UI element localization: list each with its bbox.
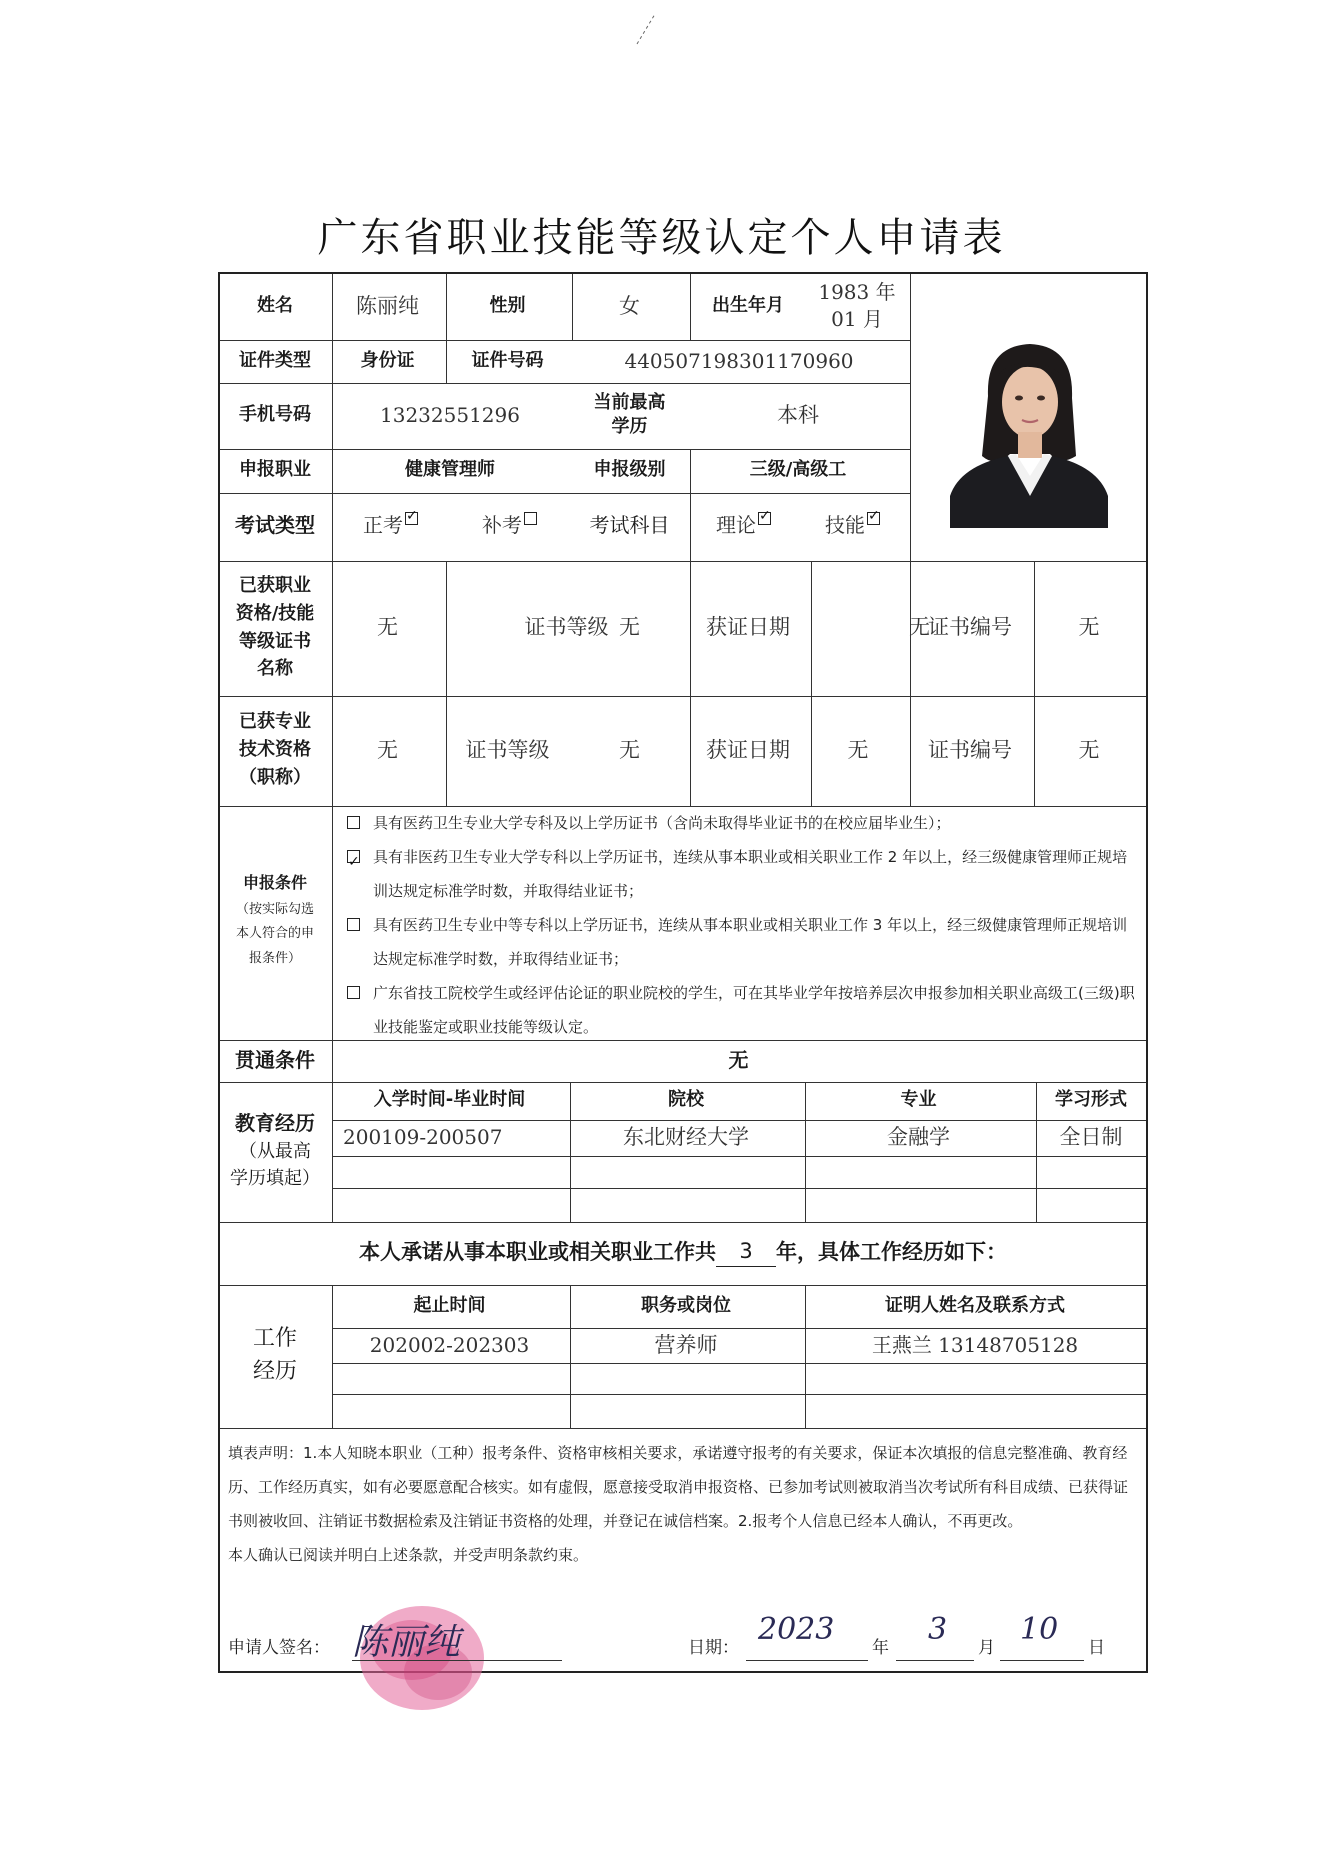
vocational-cert-label-line: 名称 xyxy=(257,658,293,680)
declaration-text: 填表声明：1.本人知晓本职业（工种）报考条件、资格审核相关要求，承诺遵守报考的有关要求，保证本次填报的信息完整准确、教育经历、工作经历真实，如有必要愿意配合核实。如有虚假，愿意接受取消申报资格、已参加考试则被取消当次考试所有科目成绩、已获得证书则被收回、注销证书数据检索及注销证书资格的处理，并登记在诚信档案。2.报考个人信息已经本人确认，不再更改。 xyxy=(228,1444,1129,1530)
declaration-confirm: 本人确认已阅读并明白上述条款，并受声明条款约束。 xyxy=(228,1546,589,1564)
condition-item xyxy=(345,976,1135,1044)
exam-skill-checkbox[interactable] xyxy=(867,512,880,525)
birth-month: 01 月 xyxy=(831,307,883,331)
exam-theory-checkbox[interactable] xyxy=(758,512,771,525)
education-label-line: 教育经历 xyxy=(235,1111,315,1135)
document-title: 广东省职业技能等级认定个人申请表 xyxy=(317,215,1006,261)
name-label: 姓名 xyxy=(257,294,293,316)
signature-label: 申请人签名： xyxy=(228,1638,330,1658)
vocational-cert-level: 无 xyxy=(619,615,640,640)
gender-value: 女 xyxy=(619,293,640,318)
condition-checkbox-3[interactable] xyxy=(347,918,360,931)
vocational-cert-label-line: 资格/技能 xyxy=(235,602,315,624)
work-label-line: 经历 xyxy=(252,1359,297,1384)
edu-row-major: 金融学 xyxy=(887,1124,950,1149)
month-unit: 月 xyxy=(978,1638,995,1658)
signature-handwritten: 陈丽纯 xyxy=(352,1622,461,1663)
work-label xyxy=(220,1285,330,1425)
promise-prefix: 本人承诺从事本职业或相关职业工作共 xyxy=(359,1239,716,1264)
work-header-position: 职务或岗位 xyxy=(641,1294,731,1316)
exam-regular-label: 正考 xyxy=(363,512,403,537)
condition-text-3: 具有医药卫生专业中等专科以上学历证书，连续从事本职业或相关职业工作 3 年以上，经三级健康管理师正规培训达规定标准学时数，并取得结业证书； xyxy=(373,916,1128,968)
work-label-line: 工作 xyxy=(252,1326,297,1351)
condition-text-1: 具有医药卫生专业大学专科及以上学历证书（含尚未取得毕业证书的在校应届毕业生）； xyxy=(373,814,951,832)
professional-cert-level-label: 证书等级 xyxy=(465,737,550,762)
vocational-cert-no: 无 xyxy=(1078,615,1100,640)
vocational-cert-date-label: 获证日期 xyxy=(706,615,790,640)
conditions-label: 申报条件 xyxy=(242,873,307,893)
education-level-label-line1: 当前最高 xyxy=(593,391,666,413)
condition-text-2: 具有非医药卫生专业大学专科以上学历证书，连续从事本职业或相关职业工作 2 年以上，经三级健康管理师正规培训达规定标准学时数，并取得结业证书； xyxy=(373,848,1128,900)
date-year: 2023 xyxy=(758,1612,835,1647)
exam-type-label: 考试类型 xyxy=(235,512,315,537)
phone-label: 手机号码 xyxy=(239,403,311,425)
education-label xyxy=(220,1082,330,1218)
date-label: 日期： xyxy=(688,1638,739,1658)
birth-label: 出生年月 xyxy=(712,294,784,316)
exam-skill-label: 技能 xyxy=(825,512,865,537)
condition-item xyxy=(345,908,1135,976)
conditions-note-line: （按实际勾选 xyxy=(235,901,314,917)
exam-makeup-label: 补考 xyxy=(482,512,522,537)
conditions-note-line: 报条件） xyxy=(248,951,301,967)
professional-cert-no: 无 xyxy=(1078,737,1100,762)
through-label: 贯通条件 xyxy=(235,1047,315,1072)
id-number-label: 证件号码 xyxy=(471,349,544,371)
education-level-value: 本科 xyxy=(777,402,819,427)
exam-makeup-checkbox[interactable] xyxy=(524,512,537,525)
year-unit: 年 xyxy=(872,1638,889,1658)
exam-theory-label: 理论 xyxy=(716,512,756,537)
exam-type-options xyxy=(331,493,569,557)
vocational-cert-name: 无 xyxy=(377,615,398,640)
conditions-label-block xyxy=(220,806,330,1038)
education-level-label-line2: 学历 xyxy=(611,416,648,437)
birth-value xyxy=(808,274,906,338)
scan-mark xyxy=(615,8,675,48)
work-row-reference: 王燕兰 13148705128 xyxy=(871,1332,1079,1357)
id-number-value: 440507198301170960 xyxy=(624,348,854,373)
promise-suffix: 年，具体工作经历如下： xyxy=(776,1239,1007,1264)
professional-cert-label-line: 已获专业 xyxy=(239,711,311,733)
conditions-note-line: 本人符合的申 xyxy=(235,926,314,942)
professional-cert-no-label: 证书编号 xyxy=(928,737,1012,762)
edu-row-school: 东北财经大学 xyxy=(623,1124,749,1149)
vocational-cert-level-label: 证书等级 xyxy=(524,615,609,640)
education-level-label xyxy=(571,383,688,447)
exam-subject-label: 考试科目 xyxy=(589,512,670,537)
work-row-position: 营养师 xyxy=(654,1332,718,1357)
gender-label: 性别 xyxy=(489,294,526,316)
edu-header-school: 院校 xyxy=(668,1088,704,1110)
professional-cert-label-line: （职称） xyxy=(239,766,311,788)
work-row-period: 202002-202303 xyxy=(369,1332,530,1357)
work-header-period: 起止时间 xyxy=(413,1294,486,1316)
exam-makeup-option[interactable] xyxy=(482,512,537,539)
condition-checkbox-4[interactable] xyxy=(347,986,360,999)
condition-checkbox-1[interactable] xyxy=(347,816,360,829)
condition-text-4: 广东省技工院校学生或经评估论证的职业院校的学生，可在其毕业学年按培养层次申报参加相关职业高级工(三级)职业技能鉴定或职业技能等级认定。 xyxy=(373,984,1135,1036)
work-header-reference: 证明人姓名及联系方式 xyxy=(885,1294,1065,1316)
date-month: 3 xyxy=(928,1612,948,1647)
vocational-cert-label xyxy=(220,561,330,694)
vocational-cert-no-label: 证书编号 xyxy=(928,615,1012,640)
professional-cert-level: 无 xyxy=(619,737,640,762)
declaration xyxy=(228,1436,1140,1572)
professional-cert-name: 无 xyxy=(377,737,398,762)
condition-checkbox-2[interactable] xyxy=(347,850,360,863)
education-label-line: （从最高 xyxy=(239,1141,311,1162)
date-day: 10 xyxy=(1020,1612,1059,1647)
through-value: 无 xyxy=(728,1047,749,1072)
level-label: 申报级别 xyxy=(593,458,666,480)
exam-regular-checkbox[interactable] xyxy=(405,512,418,525)
exam-regular-option[interactable] xyxy=(363,512,418,539)
day-unit: 日 xyxy=(1088,1638,1105,1658)
condition-item xyxy=(345,806,1135,840)
edu-header-mode: 学习形式 xyxy=(1055,1088,1127,1110)
vocational-cert-label-line: 已获职业 xyxy=(239,574,311,596)
edu-header-period: 入学时间-毕业时间 xyxy=(373,1088,526,1110)
promise-years: 3 xyxy=(716,1237,776,1266)
exam-theory-option[interactable] xyxy=(716,512,771,539)
applicant-photo xyxy=(950,336,1108,528)
id-type-value: 身份证 xyxy=(360,349,415,371)
exam-subject-options xyxy=(689,493,907,557)
edu-header-major: 专业 xyxy=(900,1088,937,1110)
professional-cert-label-line: 技术资格 xyxy=(239,739,311,761)
name-value: 陈丽纯 xyxy=(356,293,419,318)
education-label-line: 学历填起） xyxy=(230,1168,320,1189)
level-value: 三级/高级工 xyxy=(749,458,847,480)
work-years-promise xyxy=(220,1222,1146,1282)
occupation-value: 健康管理师 xyxy=(405,458,495,480)
vocational-cert-label-line: 等级证书 xyxy=(239,630,311,652)
id-type-label: 证件类型 xyxy=(239,349,311,371)
vocational-cert-date: 无 xyxy=(909,615,930,640)
edu-row-mode: 全日制 xyxy=(1059,1124,1123,1149)
occupation-label: 申报职业 xyxy=(239,458,311,480)
exam-skill-option[interactable] xyxy=(825,512,880,539)
professional-cert-date: 无 xyxy=(847,737,869,762)
condition-item xyxy=(345,840,1135,908)
professional-cert-label xyxy=(220,696,330,804)
phone-value: 13232551296 xyxy=(380,402,520,427)
birth-year: 1983 年 xyxy=(818,280,896,304)
edu-row-period: 200109-200507 xyxy=(343,1124,503,1149)
professional-cert-date-label: 获证日期 xyxy=(706,737,790,762)
